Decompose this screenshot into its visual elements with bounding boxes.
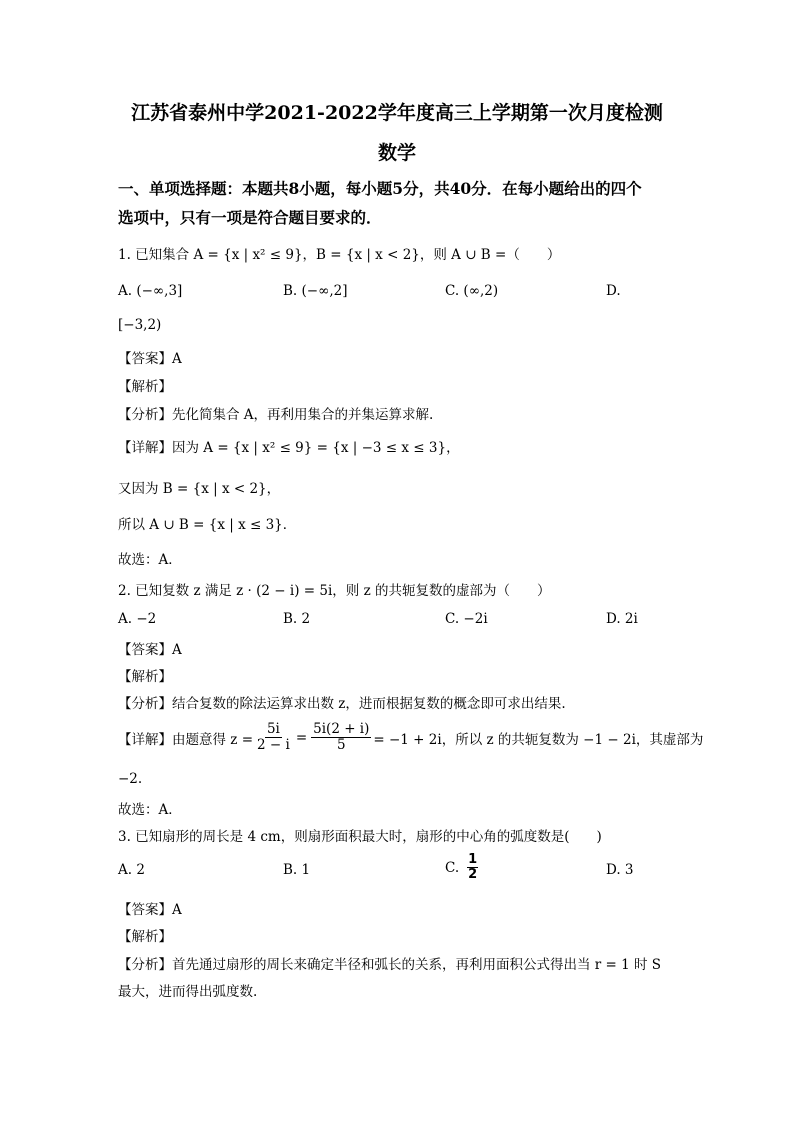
q2-option-c: C. −2i xyxy=(445,611,488,627)
q2-option-d: D. 2i xyxy=(606,611,638,627)
q3-option-c-fraction xyxy=(467,853,478,882)
q1-option-c: C. (∞,2) xyxy=(445,283,499,299)
q2-option-b: B. 2 xyxy=(283,611,311,627)
q2-xiangjie-prefix: 【详解】由题意得 z = xyxy=(118,731,254,748)
q1-choose: 故选：A． xyxy=(118,552,182,568)
q2-stem: 2. 已知复数 z 满足 z · (2 − i) = 5i，则 z 的共轭复数的虚部为（ ） xyxy=(118,583,551,599)
q3-answer: 【答案】A xyxy=(118,902,182,918)
q2-fenxi: 【分析】结合复数的除法运算求出数 z，进而根据复数的概念即可求出结果. xyxy=(118,696,566,712)
q3-option-d: D. 3 xyxy=(606,862,634,878)
q1-analysis-label: 【解析】 xyxy=(118,379,172,395)
q1-answer: 【答案】A xyxy=(118,351,182,367)
q2-frac2-num: 5i(2 + i) xyxy=(313,721,370,737)
q2-analysis-label: 【解析】 xyxy=(118,669,172,685)
subject-title: 数学 xyxy=(377,142,416,164)
q3-fenxi-line2: 最大，进而得出弧度数. xyxy=(118,984,258,1000)
q2-frac1-den: 2 − i xyxy=(257,737,290,753)
q1-line-union: 所以 A ∪ B = {x | x ≤ 3}． xyxy=(118,517,297,533)
q3-option-b: B. 1 xyxy=(283,862,311,878)
q1-option-d-value: [−3,2) xyxy=(118,317,162,333)
q1-line-b: 又因为 B = {x | x < 2}， xyxy=(118,481,281,497)
q3-option-c-label: C. xyxy=(445,859,460,876)
q3-analysis-label: 【解析】 xyxy=(118,929,172,945)
q2-tail: −2. xyxy=(118,771,143,787)
exam-title: 江苏省泰州中学2021-2022学年度高三上学期第一次月度检测 xyxy=(131,102,663,124)
q2-choose: 故选：A． xyxy=(118,802,182,818)
q2-frac1-num: 5i xyxy=(266,721,280,737)
q2-xiangjie-suffix: = −1 + 2i，所以 z 的共轭复数为 −1 − 2i，其虚部为 xyxy=(373,731,704,748)
section-heading-line2: 选项中，只有一项是符合题目要求的． xyxy=(118,208,382,227)
q1-option-d: D. xyxy=(606,283,621,299)
q3-fenxi-line1: 【分析】首先通过扇形的周长来确定半径和弧长的关系，再利用面积公式得出当 r = 1 时 S xyxy=(118,957,662,973)
q3-option-c xyxy=(445,853,478,882)
q1-stem: 1. 已知集合 A = {x | x² ≤ 9}，B = {x | x < 2}，则 A ∪ B =（ ） xyxy=(118,247,561,263)
q1-option-b: B. (−∞,2] xyxy=(283,283,348,299)
q1-fenxi: 【分析】先化简集合 A，再利用集合的并集运算求解. xyxy=(118,407,434,423)
q2-xiangjie xyxy=(118,722,703,753)
q1-xiangjie: 【详解】因为 A = {x | x² ≤ 9} = {x | −3 ≤ x ≤ 3}， xyxy=(118,440,460,456)
q3-option-c-den: 2 xyxy=(468,867,478,882)
q2-equals: = xyxy=(295,729,308,746)
q3-stem: 3. 已知扇形的周长是 4 cm，则扇形面积最大时，扇形的中心角的弧度数是( ) xyxy=(118,829,602,845)
q3-option-c-num: 1 xyxy=(468,852,478,867)
q2-fraction-1 xyxy=(255,722,292,753)
q2-frac2-den: 5 xyxy=(336,737,346,753)
q3-option-a: A. 2 xyxy=(118,862,145,878)
q2-option-a: A. −2 xyxy=(118,611,157,627)
q2-fraction-2 xyxy=(311,722,371,753)
q2-answer: 【答案】A xyxy=(118,642,182,658)
section-heading-line1: 一、单项选择题：本题共8小题，每小题5分，共40分．在每小题给出的四个 xyxy=(118,179,642,198)
q1-option-a: A. (−∞,3] xyxy=(118,283,183,299)
